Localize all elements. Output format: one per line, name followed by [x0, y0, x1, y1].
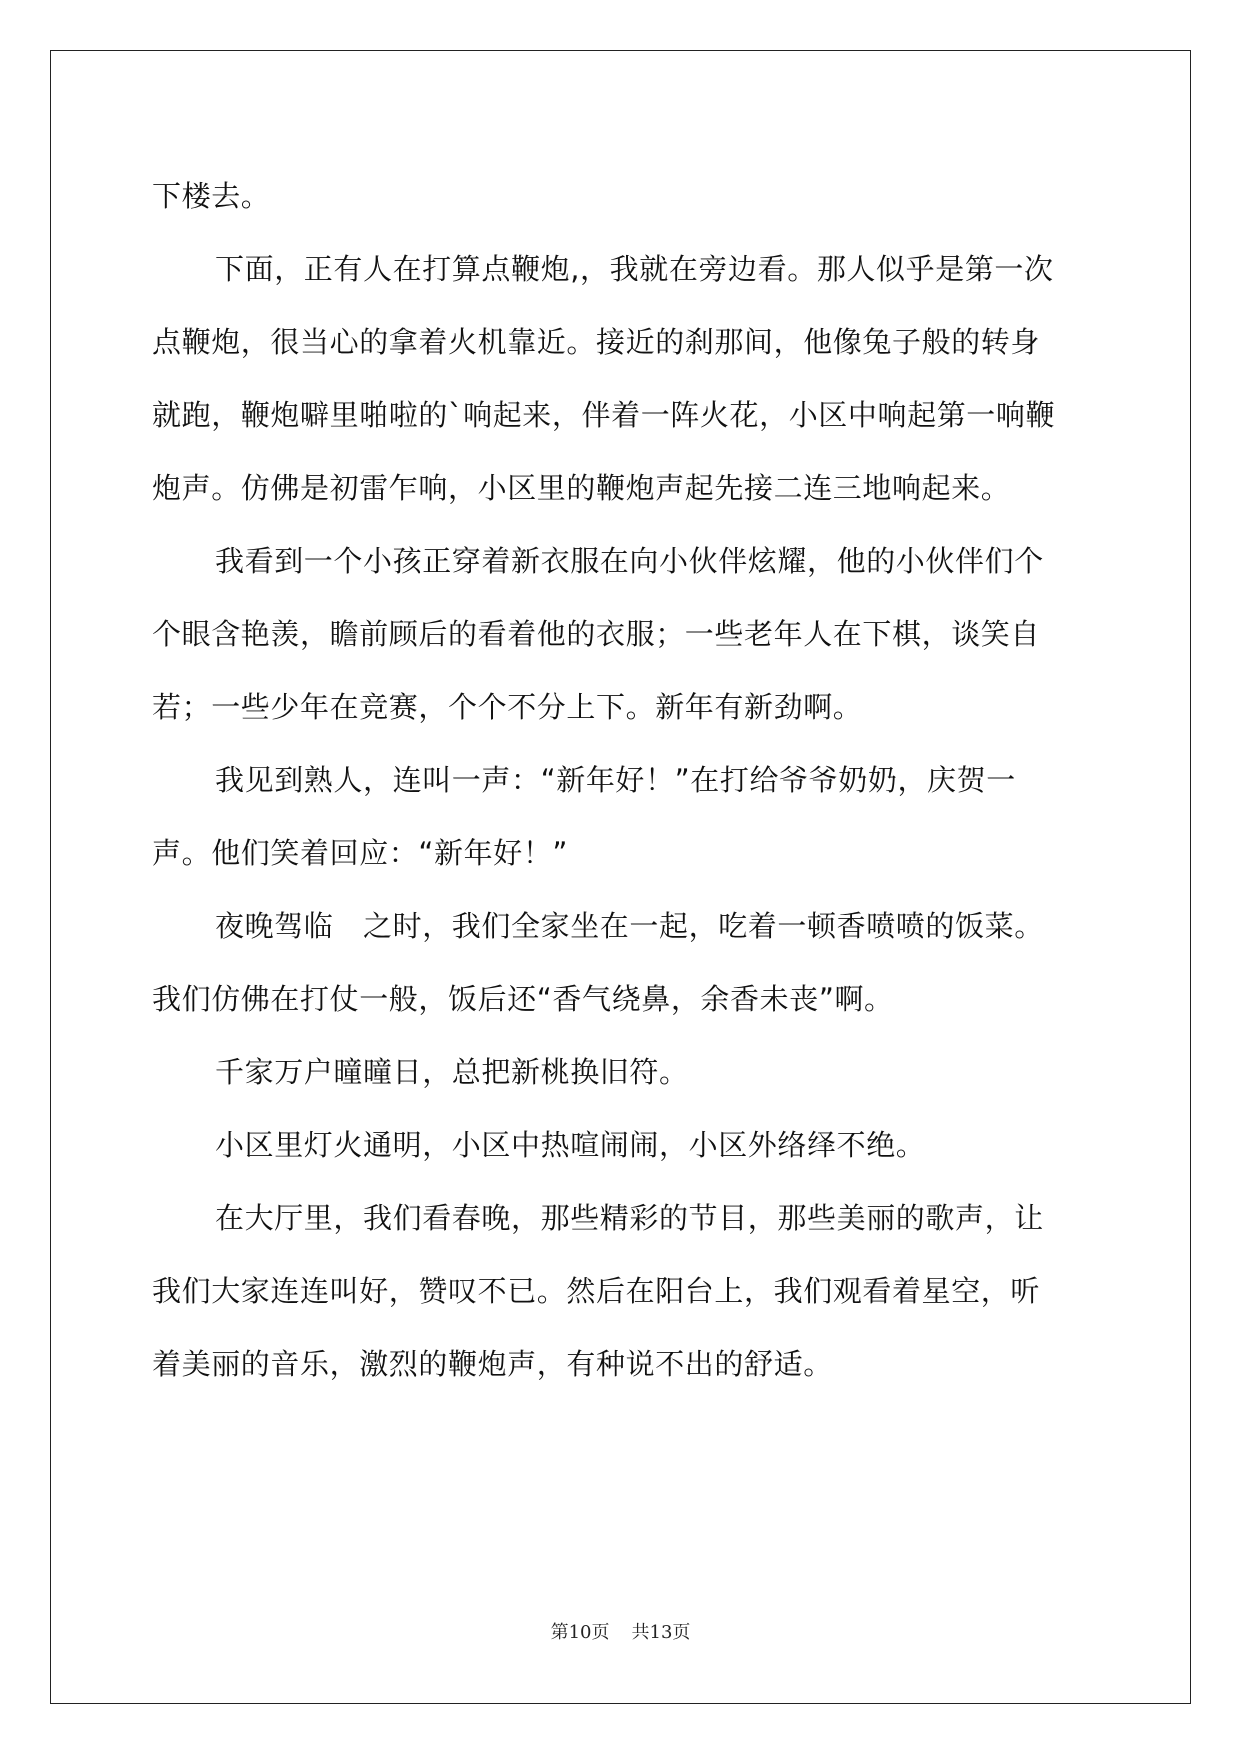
text-line-2: 下面，正有人在打算点鞭炮,，我就在旁边看。那人似乎是第一次	[215, 252, 1054, 286]
text-line-15: 在大厅里，我们看春晚，那些精彩的节目，那些美丽的歌声，让	[215, 1201, 1044, 1235]
text-line-17: 着美丽的音乐，激烈的鞭炮声，有种说不出的舒适。	[152, 1347, 833, 1381]
text-line-14: 小区里灯火通明，小区中热喧闹闹，小区外络绎不绝。	[215, 1128, 926, 1162]
text-line-5: 炮声。仿佛是初雷乍响，小区里的鞭炮声起先接二连三地响起来。	[152, 471, 1011, 505]
text-line-9: 我见到熟人，连叫一声：“新年好！”在打给爷爷奶奶，庆贺一	[215, 763, 1016, 797]
text-line-12: 我们仿佛在打仗一般，饭后还“香气绕鼻，余香未丧”啊。	[152, 982, 894, 1016]
text-line-16: 我们大家连连叫好，赞叹不已。然后在阳台上，我们观看着星空，听	[152, 1274, 1041, 1308]
page-number-label: 第10页	[550, 1622, 610, 1643]
text-line-11: 夜晚驾临 之时，我们全家坐在一起，吃着一顿香喷喷的饭菜。	[215, 909, 1044, 943]
text-line-3: 点鞭炮，很当心的拿着火机靠近。接近的刹那间，他像兔子般的转身	[152, 325, 1041, 359]
page-footer	[0, 1618, 1241, 1644]
text-line-1: 下楼去。	[152, 179, 271, 213]
text-line-6: 我看到一个小孩正穿着新衣服在向小伙伴炫耀，他的小伙伴们个	[215, 544, 1044, 578]
text-line-7: 个眼含艳羡，瞻前顾后的看着他的衣服；一些老年人在下棋，谈笑自	[152, 617, 1041, 651]
text-line-10: 声。他们笑着回应：“新年好！”	[152, 836, 569, 870]
page-total-label: 共13页	[631, 1622, 691, 1643]
document-body	[152, 160, 1092, 1401]
text-line-4: 就跑，鞭炮噼里啪啦的`响起来，伴着一阵火花，小区中响起第一响鞭	[152, 398, 1056, 432]
text-line-8: 若；一些少年在竞赛，个个不分上下。新年有新劲啊。	[152, 690, 863, 724]
text-line-13: 千家万户曈曈日，总把新桃换旧符。	[215, 1055, 689, 1089]
